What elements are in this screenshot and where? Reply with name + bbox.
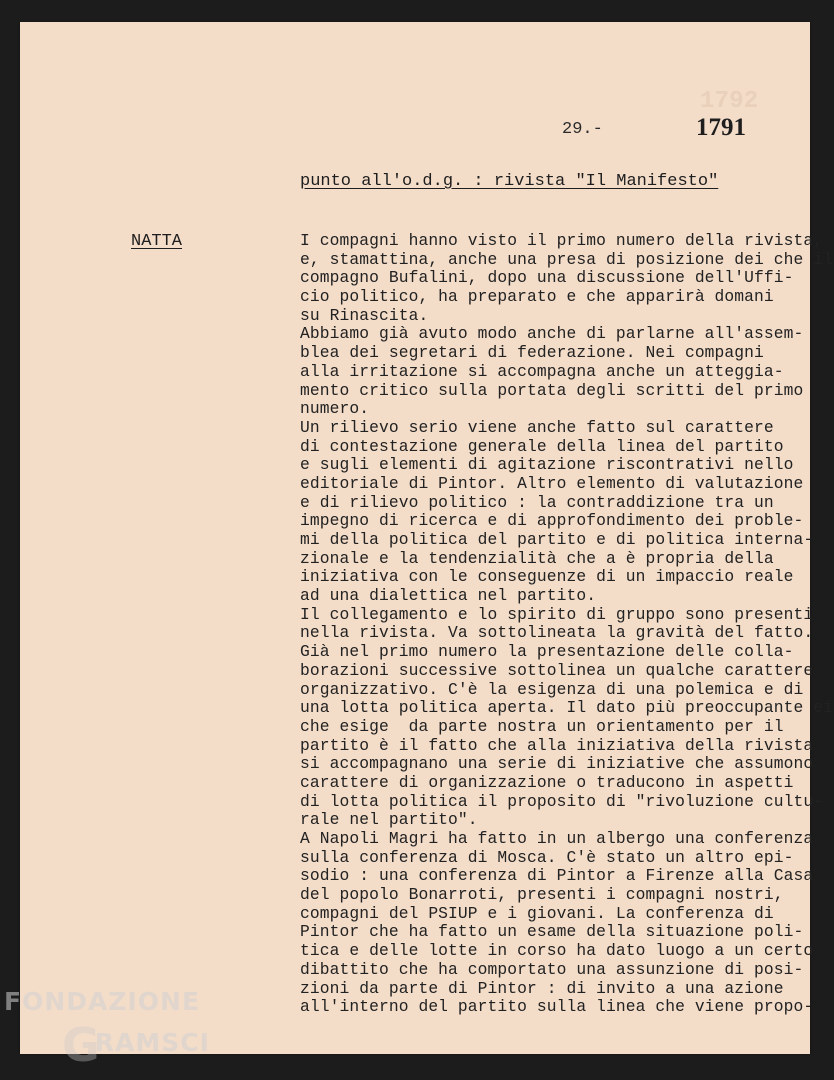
text-line: Pintor che ha fatto un esame della situazione poli- — [300, 922, 804, 942]
text-line: zioni da parte di Pintor : di invito a una azione — [300, 978, 784, 998]
text-line: dibattito che ha comportato una assunzione di posi- — [300, 959, 804, 979]
fondazione-gramsci-watermark — [4, 987, 210, 1072]
text-line: A Napoli Magri ha fatto in un albergo una conferenza — [300, 829, 814, 848]
text-line: compagno Bufalini, dopo una discussione dell'Uffi- — [300, 268, 794, 288]
text-line: di contestazione generale della linea del partito — [300, 436, 784, 456]
text-line: del popolo Bonarroti, presenti i compagni nostri, — [300, 885, 784, 905]
text-line: zionale e la tendenzialità che a è propria della — [300, 548, 774, 568]
text-line: ad una dialettica nel partito. — [300, 586, 597, 606]
text-line: Un rilievo serio viene anche fatto sul carattere — [300, 417, 774, 437]
text-line: editoriale di Pintor. Altro elemento di valutazione — [300, 473, 804, 493]
text-line: di lotta politica il proposito di "rivoluzione cultu- — [300, 791, 824, 811]
document-page — [20, 22, 833, 1054]
text-line: blea dei segretari di federazione. Nei compagni — [300, 343, 764, 363]
speech-body — [300, 231, 833, 1017]
text-line: compagni del PSIUP e i giovani. La conferenza di — [300, 903, 774, 923]
watermark-line-2 — [62, 1018, 210, 1072]
text-line: cio politico, ha preparato e che apparirà domani — [300, 287, 774, 307]
text-line: Già nel primo numero la presentazione delle colla- — [300, 642, 794, 662]
text-line: alla irritazione si accompagna anche un atteggia- — [300, 361, 784, 381]
text-line: Il collegamento e lo spirito di gruppo sono presenti — [300, 604, 814, 624]
text-line: Abbiamo già avuto modo anche di parlarne all'assem- — [300, 324, 804, 344]
text-line: impegno di ricerca e di approfondimento dei proble- — [300, 511, 804, 531]
speaker-name: NATTA — [131, 232, 183, 251]
watermark-line-1: FONDAZIONE — [4, 987, 201, 1016]
text-line: sodio : una conferenza di Pintor a Firenze alla Casa — [300, 866, 814, 886]
text-line: e sugli elementi di agitazione riscontrativi nello — [300, 455, 794, 475]
text-line: su Rinascita. — [300, 305, 429, 325]
watermark-line-2-text: RAMSCI — [94, 1028, 210, 1057]
text-line: e, stamattina, anche una presa di posizione dei che il — [300, 249, 833, 269]
text-line: una lotta politica aperta. Il dato più preoccupante ei — [300, 698, 833, 718]
text-line: I compagni hanno visto il primo numero della rivista, — [300, 231, 824, 250]
text-line: sulla conferenza di Mosca. C'è stato un altro epi- — [300, 847, 794, 867]
watermark-initial: G — [62, 1018, 101, 1072]
text-line: partito è il fatto che alla iniziativa della rivista — [300, 735, 814, 755]
bleed-through-number: 1792 — [700, 88, 759, 115]
page-reference: 29.- — [562, 120, 603, 139]
text-line: si accompagnano una serie di iniziative che assumono — [300, 754, 814, 774]
text-line: borazioni successive sottolinea un qualche carattere — [300, 660, 814, 680]
text-line: mi della politica del partito e di politica interna- — [300, 530, 814, 549]
text-line: organizzativo. C'è la esigenza di una polemica e di — [300, 679, 804, 699]
text-line: all'interno del partito sulla linea che viene propo- — [300, 997, 814, 1017]
text-line: rale nel partito". — [300, 810, 478, 830]
text-line: che esige da parte nostra un orientamento per il — [300, 716, 784, 736]
text-line: e di rilievo politico : la contraddizione tra un — [300, 492, 774, 512]
text-line: carattere di organizzazione o traducono in aspetti — [300, 772, 794, 792]
text-line: numero. — [300, 399, 370, 419]
text-line: nella rivista. Va sottolineata la gravità del fatto. — [300, 623, 814, 643]
text-line: tica e delle lotte in corso ha dato luogo a un certo — [300, 941, 814, 961]
text-line: iniziativa con le conseguenze di un impaccio reale — [300, 567, 794, 587]
text-line: mento critico sulla portata degli scritti del primo — [300, 380, 804, 400]
agenda-heading: punto all'o.d.g. : rivista "Il Manifesto" — [300, 172, 719, 191]
page-number: 1791 — [696, 114, 746, 141]
